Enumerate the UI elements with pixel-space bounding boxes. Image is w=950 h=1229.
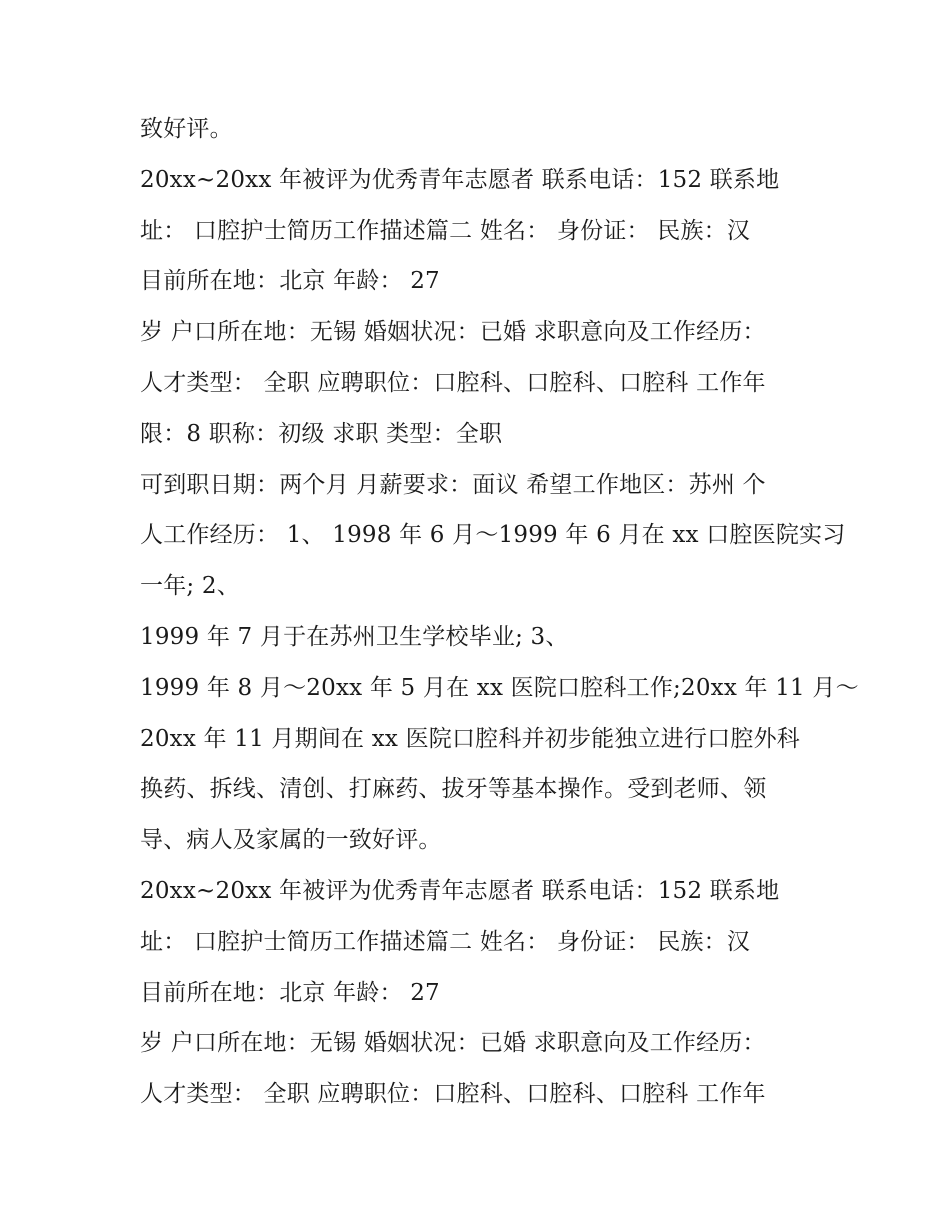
text-line: 一年; 2、 — [140, 573, 240, 600]
text-line: 20xx~20xx 年被评为优秀青年志愿者 联系电话：152 联系地 — [140, 166, 780, 193]
text-line: 岁 户口所在地：无锡 婚姻状况：已婚 求职意向及工作经历： — [140, 1030, 766, 1057]
text-line: 址： 口腔护士简历工作描述篇二 姓名： 身份证： 民族：汉 — [140, 217, 751, 244]
text-line: 20xx~20xx 年被评为优秀青年志愿者 联系电话：152 联系地 — [140, 877, 780, 904]
text-line: 址： 口腔护士简历工作描述篇二 姓名： 身份证： 民族：汉 — [140, 928, 751, 955]
text-line: 人才类型： 全职 应聘职位：口腔科、口腔科、口腔科 工作年 — [140, 1081, 766, 1108]
text-line: 目前所在地：北京 年龄： 27 — [140, 979, 440, 1006]
text-line: 1999 年 7 月于在苏州卫生学校毕业; 3、 — [140, 623, 569, 650]
text-line: 20xx 年 11 月期间在 xx 医院口腔科并初步能独立进行口腔外科 — [140, 725, 800, 752]
text-line: 致好评。 — [140, 116, 233, 142]
text-line: 目前所在地：北京 年龄： 27 — [140, 268, 440, 295]
text-line: 岁 户口所在地：无锡 婚姻状况：已婚 求职意向及工作经历： — [140, 319, 766, 346]
document-body — [140, 104, 859, 1120]
text-line: 人工作经历： 1、 1998 年 6 月～1999 年 6 月在 xx 口腔医院实习 — [140, 522, 846, 549]
text-line: 限：8 职称：初级 求职 类型：全职 — [140, 420, 503, 447]
text-line: 可到职日期：两个月 月薪要求：面议 希望工作地区：苏州 个 — [140, 471, 766, 498]
text-line: 1999 年 8 月～20xx 年 5 月在 xx 医院口腔科工作;20xx 年 11 月～ — [140, 674, 859, 701]
text-line: 导、病人及家属的一致好评。 — [140, 827, 442, 854]
text-line: 人才类型： 全职 应聘职位：口腔科、口腔科、口腔科 工作年 — [140, 369, 766, 396]
text-line: 换药、拆线、清创、打麻药、拔牙等基本操作。受到老师、领 — [140, 776, 767, 803]
